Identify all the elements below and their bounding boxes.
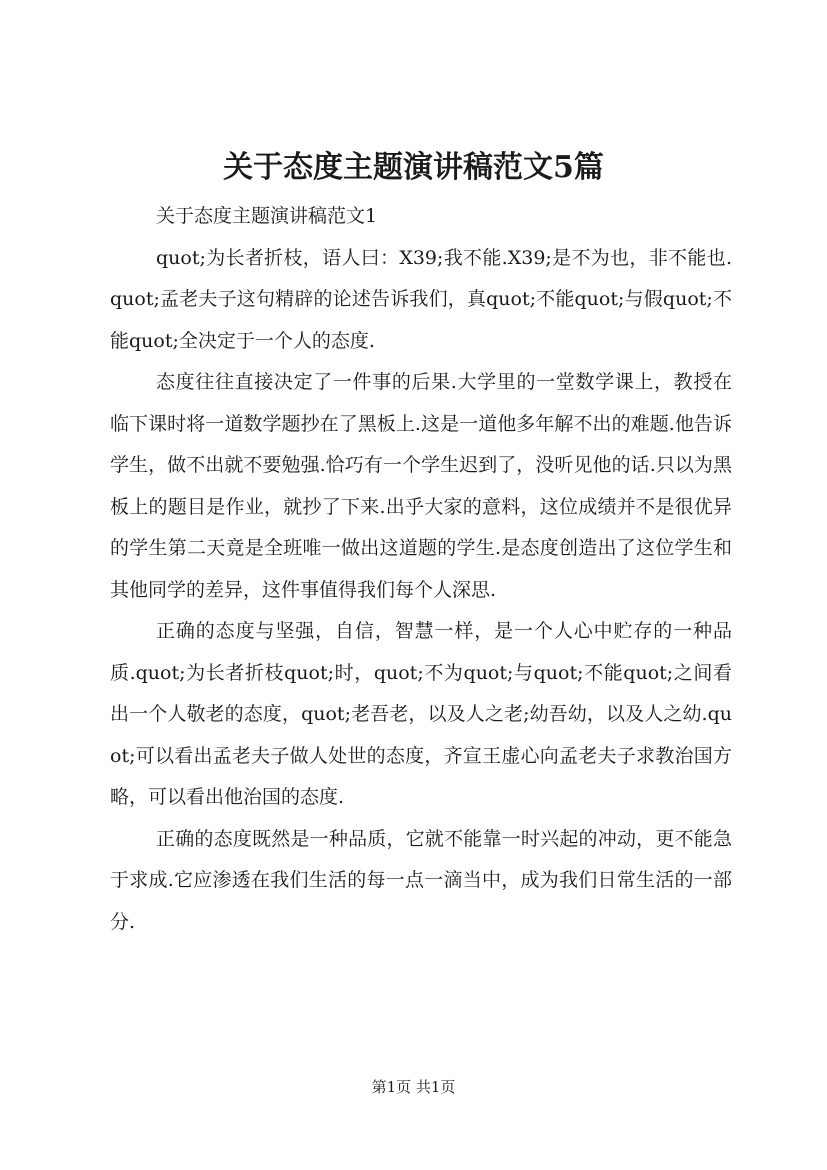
paragraph-1: quot;为长者折枝，语人曰：X39;我不能.X39;是不为也，非不能也.quot;孟老夫子这句精辟的论述告诉我们，真quot;不能quot;与假quot;不能quot;全决定于一个人的态度.	[110, 246, 732, 352]
paragraph-3: 正确的态度与坚强，自信，智慧一样，是一个人心中贮存的一种品质.quot;为长者折枝quot;时，quot;不为quot;与quot;不能quot;之间看出一个人敬老的态度，quot;老吾老，以及人之老;幼吾幼，以及人之幼.quot;可以看出孟老夫子做人处世的态度，齐宣王虚心向孟老夫子求教治国方略，可以看出他治国的态度.	[110, 620, 732, 808]
paragraph-2: 态度往往直接决定了一件事的后果.大学里的一堂数学课上，教授在临下课时将一道数学题抄在了黑板上.这是一道他多年解不出的难题.他告诉学生，做不出就不要勉强.恰巧有一个学生迟到了，没听见他的话.只以为黑板上的题目是作业，就抄了下来.出乎大家的意料，这位成绩并不是很优异的学生第二天竟是全班唯一做出这道题的学生.是态度创造出了这位学生和其他同学的差异，这件事值得我们每个人深思.	[110, 371, 732, 601]
page-number-footer: 第1页 共1页	[371, 1078, 456, 1096]
document-title: 关于态度主题演讲稿范文5篇	[223, 150, 604, 185]
paragraph-4: 正确的态度既然是一种品质，它就不能靠一时兴起的冲动，更不能急于求成.它应渗透在我们生活的每一点一滴当中，成为我们日常生活的一部分.	[110, 827, 732, 933]
document-body	[110, 196, 732, 943]
document-subtitle: 关于态度主题演讲稿范文1	[156, 205, 378, 227]
